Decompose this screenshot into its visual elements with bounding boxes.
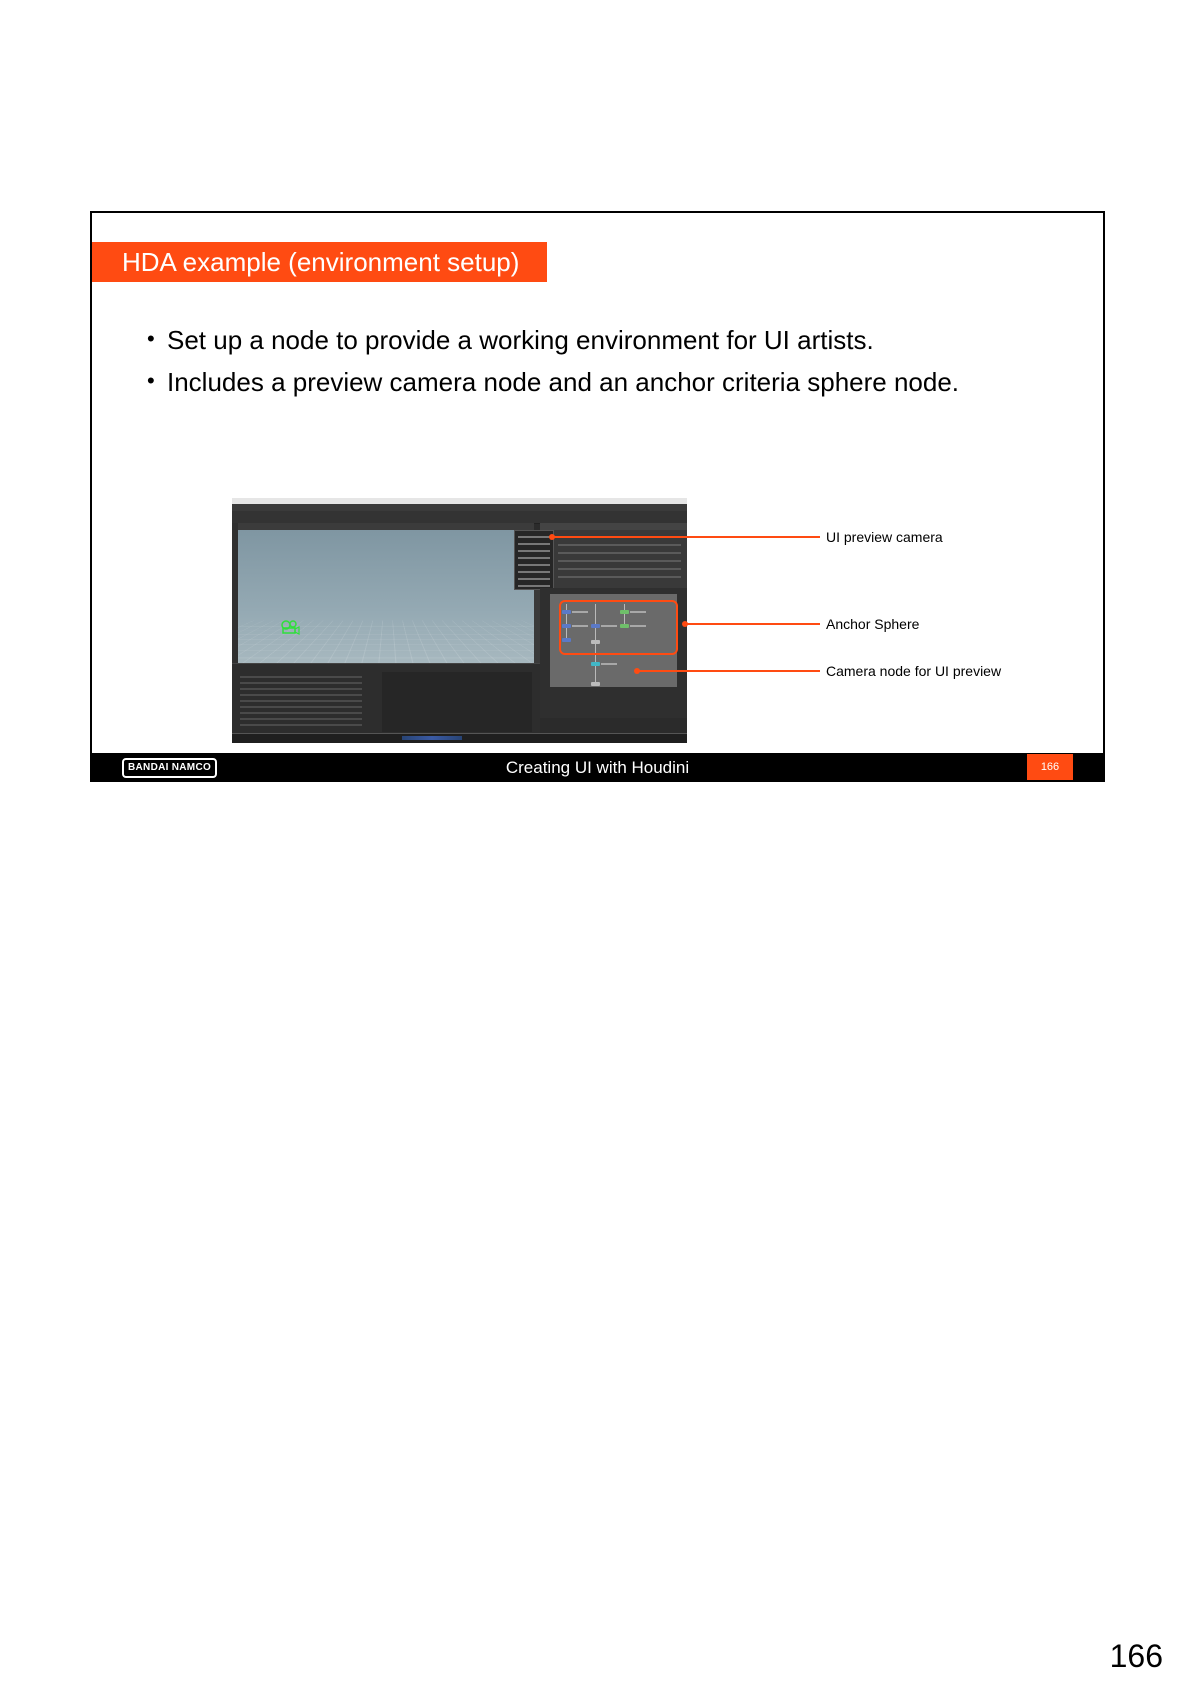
details-panel bbox=[382, 672, 532, 732]
callout-dot bbox=[634, 668, 640, 674]
camera-node bbox=[591, 662, 600, 666]
camera-gizmo-icon bbox=[280, 618, 300, 636]
network-node bbox=[591, 682, 600, 686]
bullet-item: • Includes a preview camera node and an anchor criteria sphere node. bbox=[147, 367, 959, 397]
node-menu-popup bbox=[514, 530, 554, 590]
slide-footer bbox=[92, 753, 1103, 782]
scene-viewport bbox=[238, 530, 534, 663]
bandai-namco-logo: BANDAI NAMCO bbox=[122, 758, 217, 778]
callout-dot bbox=[549, 534, 555, 540]
slide-title: HDA example (environment setup) bbox=[92, 242, 547, 282]
bottom-panels bbox=[232, 663, 540, 734]
callout-dot bbox=[682, 621, 688, 627]
footer-title: Creating UI with Houdini bbox=[505, 758, 690, 777]
slide bbox=[90, 211, 1105, 782]
anchor-sphere-highlight bbox=[559, 600, 678, 655]
node-label bbox=[601, 663, 617, 665]
tree-view bbox=[236, 672, 366, 732]
slide-number-badge: 166 bbox=[1027, 754, 1073, 781]
timeline-playhead bbox=[402, 736, 462, 740]
viewport-toolbar bbox=[238, 523, 534, 530]
houdini-screenshot bbox=[232, 498, 687, 743]
timeline-bar bbox=[232, 733, 687, 743]
callout-line-camera bbox=[552, 536, 820, 538]
callout-line-camera-node bbox=[637, 670, 820, 672]
callout-ui-preview-camera: UI preview camera bbox=[826, 529, 943, 545]
menu-bar bbox=[232, 504, 687, 511]
bullet-list bbox=[147, 325, 959, 409]
parameter-pane bbox=[552, 530, 687, 588]
callout-camera-node: Camera node for UI preview bbox=[826, 663, 1002, 679]
callout-anchor-sphere: Anchor Sphere bbox=[826, 616, 920, 632]
bullet-item: • Set up a node to provide a working environment for UI artists. bbox=[147, 325, 959, 355]
page-number: 166 bbox=[1109, 1638, 1163, 1674]
parameter-toolbar bbox=[540, 523, 687, 530]
callout-line-anchor bbox=[685, 623, 820, 625]
